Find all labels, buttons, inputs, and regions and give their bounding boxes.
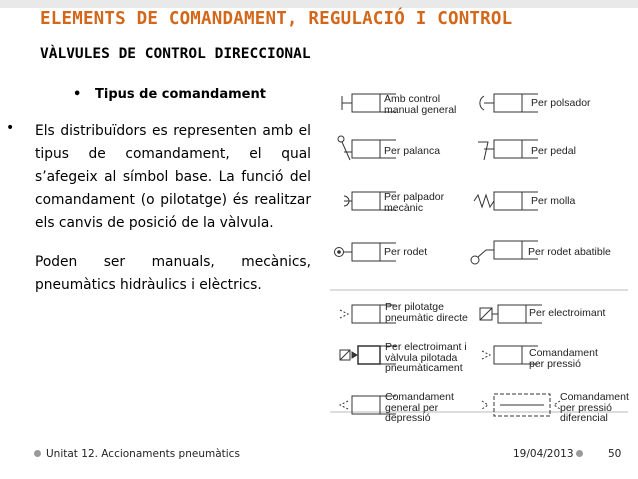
bullet-icon: •: [6, 120, 15, 136]
label-palanca: Per palanca: [384, 145, 441, 157]
molla-symbol: [474, 192, 538, 210]
footer-date: 19/04/2013: [513, 448, 588, 460]
top-band: [0, 0, 638, 8]
slide-subtitle: VÀLVULES DE CONTROL DIRECCIONAL: [40, 46, 311, 62]
label-electroimant: Per electroimant: [529, 307, 606, 319]
footer-dot-icon: [34, 450, 41, 457]
label-electro-valv: Per electroimant i vàlvula pilotada pneumàticament: [385, 341, 467, 374]
actuation-symbols-diagram: [328, 82, 633, 430]
paragraph-1: Els distribuïdors es representen amb el tipus de comandament, el qual s’afegeix al símbol base. La funció del comandament (o pilotatge) és realitzar els canvis de posició de la vàlvula.: [35, 123, 311, 231]
label-depressio: Comandament general per depressió: [385, 391, 454, 424]
footer-dot-icon: [576, 450, 583, 457]
page-number: 50: [608, 448, 622, 460]
paragraph-2: Poden ser manuals, mecànics, pneumàtics hidràulics i elèctrics.: [35, 254, 311, 293]
polsador-symbol: [480, 94, 538, 112]
label-diferencial: Comandament per pressió diferencial: [560, 391, 629, 424]
slide-title: ELEMENTS DE COMANDAMENT, REGULACIÓ I CONTROL: [40, 9, 513, 29]
label-manual: Amb control manual general: [384, 93, 457, 116]
footer-course: Unitat 12. Accionaments pneumàtics: [32, 448, 240, 460]
diferencial-symbol: [482, 394, 560, 416]
sub-bullet: [73, 87, 266, 102]
main-bullet: [6, 120, 311, 297]
label-molla: Per molla: [531, 195, 576, 207]
label-pressio: Comandament per pressió: [529, 347, 598, 370]
label-pedal: Per pedal: [531, 145, 576, 157]
label-rodet-abatible: Per rodet abatible: [528, 246, 611, 258]
label-rodet: Per rodet: [384, 246, 428, 258]
label-pilotatge: Per pilotatge pneumàtic directe: [385, 301, 468, 324]
bullet-icon: •: [73, 87, 82, 102]
pedal-symbol: [478, 140, 538, 160]
label-polsador: Per polsador: [531, 97, 591, 109]
sub-bullet-text: Tipus de comandament: [95, 87, 266, 102]
label-palpador: Per palpador mecànic: [384, 191, 445, 214]
